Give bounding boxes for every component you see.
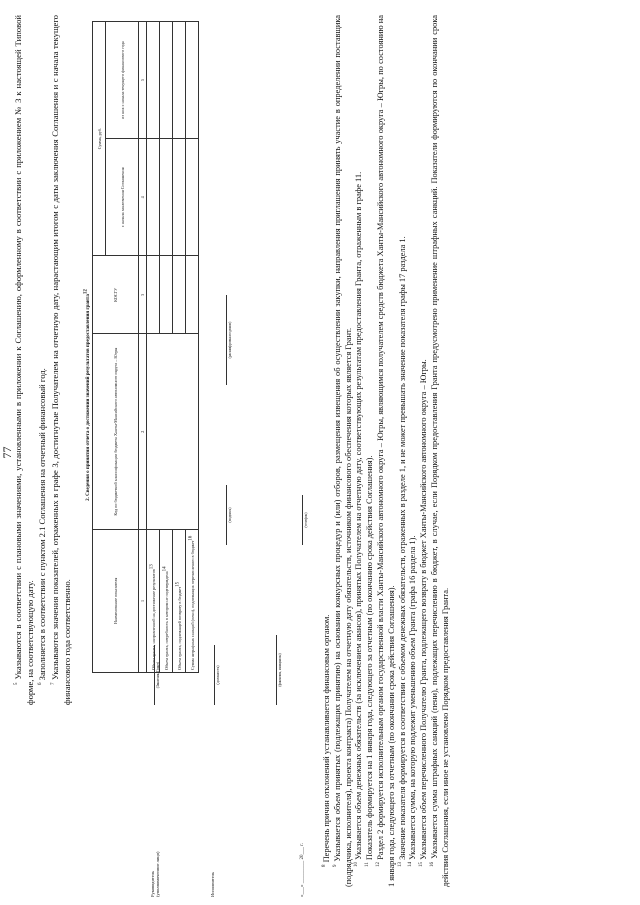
head-position-field: (Заказчик, Грант) [148,645,160,705]
footnote-10: $^{10}$ Указывается объем денежных обязательств (за исключением авансов), принятых Получателем на отчетную дату, соответствующих результатам предоставления Гранта, отраженным в графе 11. [354,171,364,867]
header-code: Код по бюджетной классификации бюджета Ханты-Мансийского автономного округа – Югры [93,334,139,529]
kosgu-cell [160,256,173,334]
footnote-15: $^{15}$ Указывается объем перечисленного Получателю Гранта, подлежащего возврату в бюджет Ханты-Мансийского автономного округа – Югры. [419,359,429,867]
sum-cell [173,22,186,139]
kosgu-cell [173,256,186,334]
sum-cell [186,22,199,139]
row-label: Сумма штрафных санкций (пени), подлежащих перечислению в бюджет$^{16}$ [186,529,199,672]
sum-cell [160,22,173,139]
row-label: Объем гранта, направленной на достижение результатов$^{13}$ [147,529,160,672]
section-title: 2. Сведения о принятии отчета о достижении значений результатов предоставления гранта$^{12}$ [83,289,91,501]
sum-cell [147,139,160,256]
table-header-row [93,22,106,673]
col-number: 1 [139,529,147,672]
header-sum-this-year: из них с начала текущего финансового года [106,22,139,139]
executor-position-field: (должность) [208,645,220,705]
head-signature-field: (подпись) [220,485,232,545]
top-footnotes [12,15,73,705]
col-number: 4 [139,139,147,256]
header-sum: Сумма, руб. [93,22,106,256]
row-label: Объем гранта, подлежащей возврату в бюджет$^{15}$ [173,529,186,672]
header-sum-from-start: с начала заключения Соглашения [106,139,139,256]
footnote-16: $^{16}$ Указывается сумма штрафных санкций (пени), подлежащих перечислению в бюджет, в случае, если Порядком предоставления Гранта предусмотрено применение штрафных санкций. Показатели формируются по окончании срока действия Соглашения, если иное не установлено Порядком предоставления Гранта. [429,15,450,887]
page-number: 77 [0,446,14,459]
sum-cell [173,139,186,256]
kosgu-cell [186,256,199,334]
head-label: Руководитель (уполномоченное лицо) [150,851,160,897]
footnote-6: $^6$ Заполняется в соответствии с пунктом 2.1 Соглашения на отчетный финансовый год. [37,368,48,685]
col-number: 2 [139,334,147,529]
sum-cell [186,139,199,256]
footnote-14: $^{14}$ Указывается сумма, на которую подлежит уменьшению объем Гранта (графа 16 раздела 1). [408,535,418,867]
footnote-8: $^8$ Перечень причин отклонений устанавливается финансовым органом. [322,614,331,867]
footnote-13: $^{13}$ Значение показателя формируется в соответствии с объемом денежных обязательств, отраженных в разделе 1, и не может превышать значение показателя графы 17 раздела 1. [397,236,407,867]
sum-cell [160,139,173,256]
signature-date: «___» _________ 20___ г. [300,843,305,897]
head-name-field: (расшифровка подписи) [220,295,232,385]
footnote-9: $^9$ Указывается объем принятых (подлежащих принятию) на основании конкурсных процедур и (или) отборов, размещения извещения об осуществлении закупки, направления приглашения принять участие в определении поставщика (подрядчика, исполнителя), проекта контракта) Получателем на отчетную дату обязательств, источником финансового обеспечения которых является Грант. [332,14,353,887]
kosgu-cell [147,256,160,334]
bottom-footnotes [322,15,452,887]
header-name: Наименование показателя [93,529,139,672]
col-number: 5 [139,22,147,139]
sum-cell [147,22,160,139]
report-table [92,21,199,673]
footnote-7: $^7$ Указываются значения показателей, отраженных в графе 3, достигнутые Получателем на отчетную дату, нарастающим итогом с даты заключения Соглашения и с начала текущего финансового года соответственно. [49,15,72,705]
header-kosgu: КОСГУ [93,256,139,334]
column-numbers-row [139,22,147,673]
executor-label: Исполнитель [210,871,215,897]
code-cell [147,334,199,529]
col-number: 3 [139,256,147,334]
row-label: Объем гранта, потребность в котором не подтверждена$^{14}$ [160,529,173,672]
footnote-11: $^{11}$ Показатель формируется на 1 января года, следующего за отчетным (по окончанию срока действия Соглашения). [365,455,375,867]
executor-phone-field: (телефон) [296,495,308,545]
footnote-12: $^{12}$ Раздел 2 формируется исполнительным органом государственной власти Ханты-Мансийского автономного округа – Югры, являющимся получателем средств бюджета Ханты-Мансийского автономного округа – Югры, по состоянию на 1 января года, следующего за отчетным (по окончании срока действия Соглашения). [375,15,396,887]
executor-name-field: (фамилия, инициалы) [270,635,282,705]
footnote-5: $^5$ Указываются в соответствии с плановыми значениями, установленными в приложении к Соглашению, оформленному в соответствии с приложением № 3 к настоящей Типовой форме, на соответствующую дату. [13,15,36,705]
table-row [147,22,160,673]
